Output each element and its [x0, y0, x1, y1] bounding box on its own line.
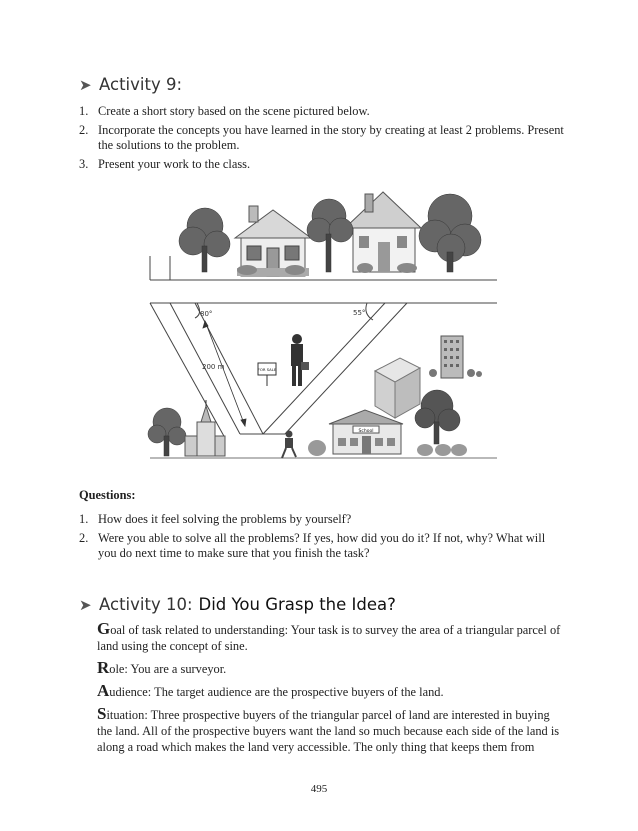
role-paragraph: Role: You are a surveyor. — [97, 658, 227, 677]
activity-9-heading: ➤ Activity 9: — [79, 75, 183, 94]
list-item: 2. Were you able to solve all the problems? If yes, how did you do it? If not, why? What will you do next time to make sure that you finish the task? — [79, 530, 546, 560]
page-number: 495 — [310, 783, 328, 795]
tall-building — [441, 336, 463, 378]
activity-10-subheading: Did You Grasp the Idea? — [198, 595, 396, 614]
man-figure — [291, 334, 309, 386]
questions-list — [79, 512, 565, 565]
situation-paragraph: Situation: Three prospective buyers of the triangular parcel of land are interested in buying the land. All of the prospective buyers want the land so much because each side of the land is along a road which makes the land very accessible. The only thing that keeps them from — [97, 704, 560, 754]
list-item: 2. Incorporate the concepts you have learned in the story by creating at least 2 problems. Present the solutions to the problem. — [79, 122, 564, 152]
list-item: 3. Present your work to the class. — [79, 156, 251, 171]
arrow-bullet-icon: ➤ — [79, 596, 92, 614]
gras-section — [97, 619, 564, 762]
svg-text:School: School — [358, 429, 374, 434]
questions-title: Questions: — [79, 488, 136, 502]
goal-paragraph: Goal of task related to understanding: Your task is to survey the area of a triangular parcel of land using the concept of sine. — [97, 619, 561, 653]
activity-9-steps — [79, 104, 565, 175]
angle-left-label: 80° — [200, 310, 213, 318]
angle-right-label: 55° — [353, 309, 366, 317]
activity-10-heading: ➤ Activity 10: Did You Grasp the Idea? — [79, 595, 396, 614]
triangle-land-scene-illustration — [145, 186, 500, 468]
apartment-building — [375, 358, 420, 418]
audience-paragraph: Audience: The target audience are the prospective buyers of the land. — [97, 681, 444, 700]
distance-label: 200 m — [202, 363, 225, 371]
house-right — [345, 192, 421, 272]
for-sale-sign — [258, 363, 277, 386]
child-figure — [282, 431, 296, 459]
svg-text:FOR SALE: FOR SALE — [257, 367, 277, 372]
list-item: 1. Create a short story based on the scene pictured below. — [79, 104, 370, 118]
arrow-bullet-icon: ➤ — [79, 76, 92, 94]
list-item: 1. How does it feel solving the problems by yourself? — [79, 512, 352, 526]
